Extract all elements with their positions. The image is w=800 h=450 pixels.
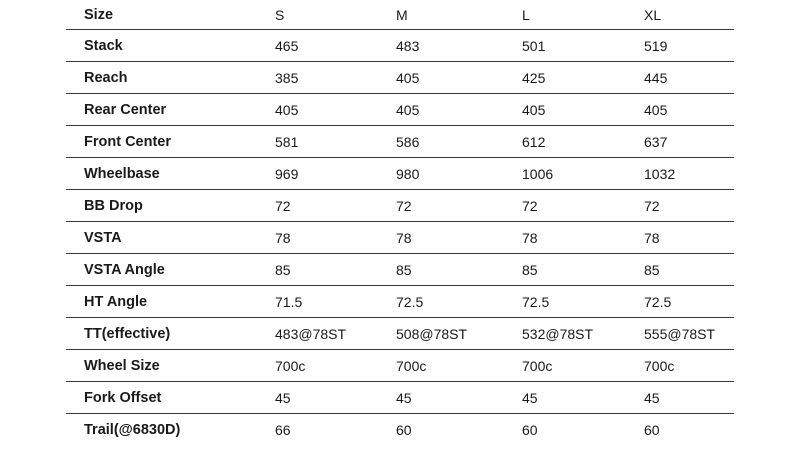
row-value-l: 72.5 xyxy=(522,293,550,310)
row-value-s: 581 xyxy=(275,133,299,150)
header-size-m: M xyxy=(396,6,408,23)
row-value-m: 586 xyxy=(396,133,420,150)
row-value-xl: 85 xyxy=(644,261,660,278)
header-size-s: S xyxy=(275,6,285,23)
row-value-xl: 445 xyxy=(644,69,668,86)
row-value-s: 71.5 xyxy=(275,293,303,310)
row-value-l: 532@78ST xyxy=(522,325,594,342)
row-value-l: 405 xyxy=(522,101,546,118)
row-value-l: 45 xyxy=(522,389,538,406)
row-value-s: 85 xyxy=(275,261,291,278)
header-size-l: L xyxy=(522,6,530,23)
row-value-l: 85 xyxy=(522,261,538,278)
row-value-s: 66 xyxy=(275,422,291,438)
table-row xyxy=(66,382,734,414)
table-row xyxy=(66,286,734,318)
header-size-label: Size xyxy=(84,6,114,23)
row-value-m: 508@78ST xyxy=(396,325,468,342)
table-row xyxy=(66,254,734,286)
row-value-xl: 700c xyxy=(644,357,675,374)
row-value-m: 60 xyxy=(396,422,412,438)
table-row xyxy=(66,126,734,158)
table-row xyxy=(66,318,734,350)
row-label: Trail(@6830D) xyxy=(84,422,181,438)
row-label: Fork Offset xyxy=(84,389,162,406)
row-value-xl: 405 xyxy=(644,101,668,118)
row-label: TT(effective) xyxy=(84,325,171,342)
row-value-m: 78 xyxy=(396,229,412,246)
table-row xyxy=(66,30,734,62)
row-value-m: 405 xyxy=(396,101,420,118)
table-row xyxy=(66,222,734,254)
row-label: Stack xyxy=(84,37,123,54)
row-value-xl: 45 xyxy=(644,389,660,406)
row-value-xl: 555@78ST xyxy=(644,325,716,342)
row-value-m: 45 xyxy=(396,389,412,406)
row-value-xl: 519 xyxy=(644,37,668,54)
row-label: BB Drop xyxy=(84,197,143,214)
row-value-s: 483@78ST xyxy=(275,325,347,342)
row-value-m: 700c xyxy=(396,357,427,374)
row-label: Front Center xyxy=(84,133,171,150)
row-value-s: 969 xyxy=(275,165,299,182)
row-value-m: 483 xyxy=(396,37,420,54)
row-value-s: 405 xyxy=(275,101,299,118)
row-value-m: 980 xyxy=(396,165,420,182)
row-value-l: 425 xyxy=(522,69,546,86)
header-size-xl: XL xyxy=(644,6,662,23)
row-value-l: 78 xyxy=(522,229,538,246)
row-value-m: 72.5 xyxy=(396,293,424,310)
table-row xyxy=(66,190,734,222)
table-row xyxy=(66,94,734,126)
row-label: VSTA xyxy=(84,229,122,246)
row-label: HT Angle xyxy=(84,293,148,310)
row-value-l: 501 xyxy=(522,37,546,54)
row-value-m: 405 xyxy=(396,69,420,86)
table-row xyxy=(66,158,734,190)
table-row xyxy=(66,350,734,382)
table-header-row xyxy=(66,0,734,30)
row-label: Wheelbase xyxy=(84,165,160,182)
row-label: Rear Center xyxy=(84,101,167,118)
row-value-s: 78 xyxy=(275,229,291,246)
row-value-xl: 72 xyxy=(644,197,660,214)
row-value-l: 1006 xyxy=(522,165,554,182)
row-value-xl: 1032 xyxy=(644,165,676,182)
row-label: Reach xyxy=(84,69,128,86)
row-value-xl: 637 xyxy=(644,133,668,150)
row-value-s: 45 xyxy=(275,389,291,406)
row-value-xl: 72.5 xyxy=(644,293,672,310)
row-label: VSTA Angle xyxy=(84,261,165,278)
row-value-l: 612 xyxy=(522,133,546,150)
geometry-table xyxy=(66,0,734,446)
row-value-l: 60 xyxy=(522,422,538,438)
row-value-m: 85 xyxy=(396,261,412,278)
row-value-xl: 78 xyxy=(644,229,660,246)
row-value-s: 385 xyxy=(275,69,299,86)
table-row xyxy=(66,414,734,446)
row-value-m: 72 xyxy=(396,197,412,214)
row-label: Wheel Size xyxy=(84,357,160,374)
row-value-l: 72 xyxy=(522,197,538,214)
table-row xyxy=(66,62,734,94)
row-value-s: 700c xyxy=(275,357,306,374)
row-value-l: 700c xyxy=(522,357,553,374)
row-value-s: 72 xyxy=(275,197,291,214)
row-value-s: 465 xyxy=(275,37,299,54)
row-value-xl: 60 xyxy=(644,422,660,438)
